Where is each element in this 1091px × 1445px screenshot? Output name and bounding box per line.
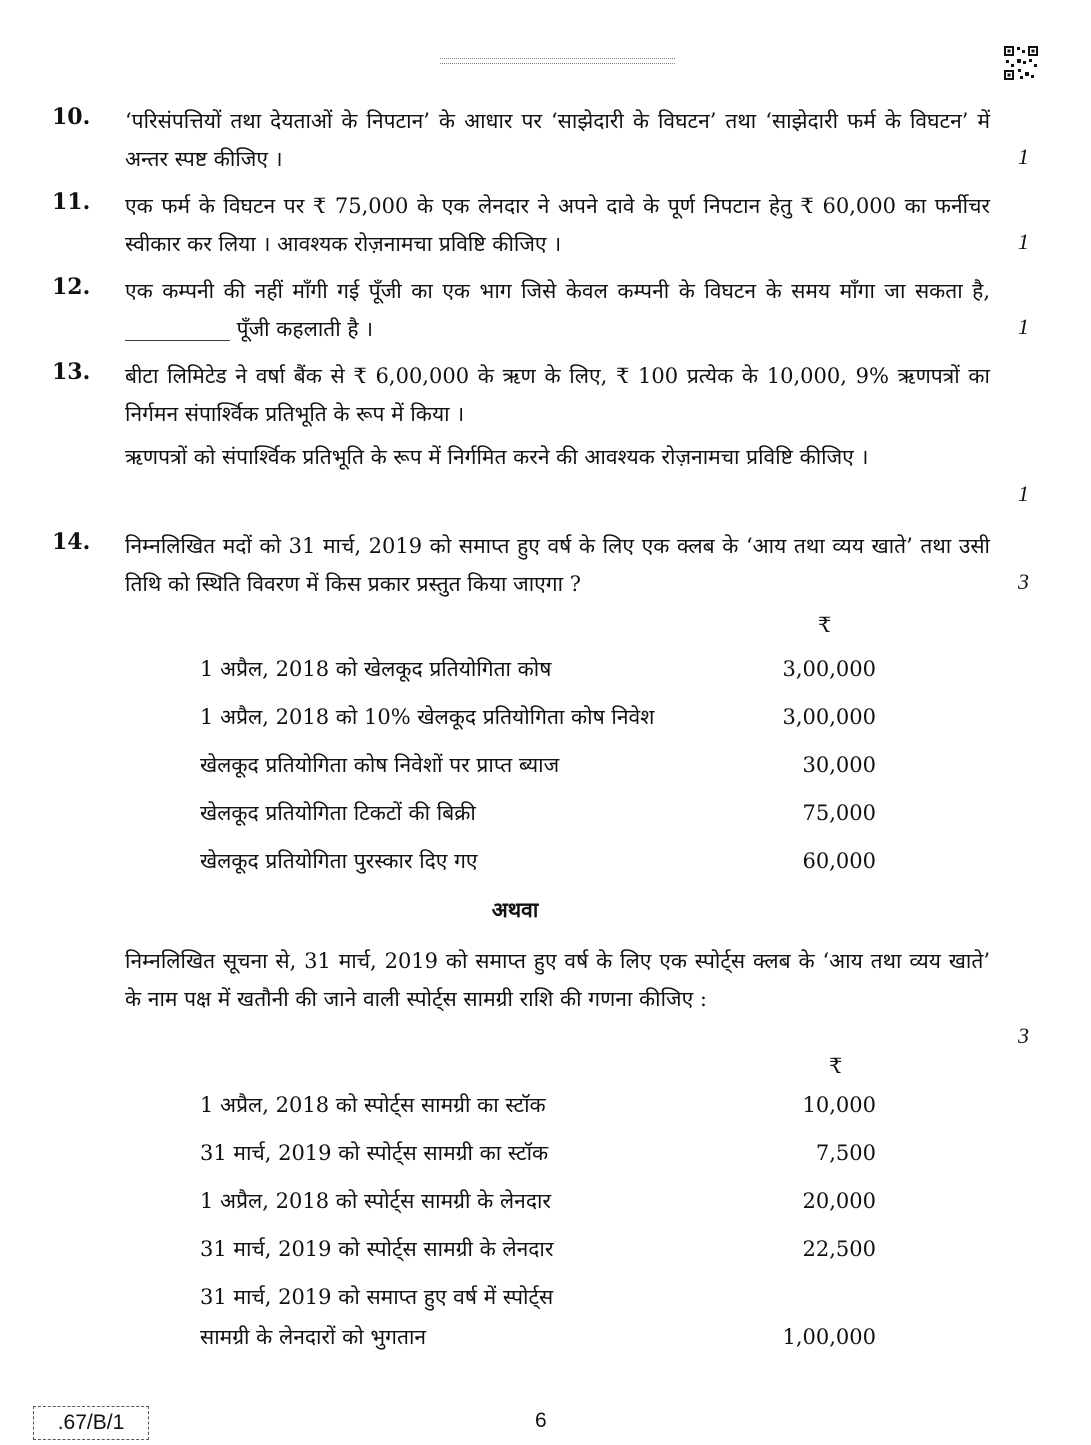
question-number: 10.: [52, 104, 91, 130]
header-rule: [440, 58, 675, 64]
item-row: [200, 745, 876, 785]
item-row: [200, 1277, 876, 1357]
item-label-continued: सामग्री के लेनदारों को भुगतान: [200, 1325, 427, 1349]
item-row: [200, 649, 876, 689]
item-amount: 3,00,000: [782, 705, 876, 729]
paper-code: .67/B/1: [33, 1406, 149, 1440]
item-row: [200, 1181, 876, 1221]
question-text: निम्नलिखित सूचना से, 31 मार्च, 2019 को समाप्त हुए वर्ष के लिए एक स्पोर्ट्स क्लब के ‘आय तथा व्यय खाते’ के नाम पक्ष में खतौनी की जाने वाली स्पोर्ट्स सामग्री राशि की गणना कीजिए :: [125, 949, 990, 1011]
question-marks: 1: [1018, 481, 1029, 506]
qr-code-icon: [1003, 45, 1039, 81]
currency-header: ₹: [818, 613, 832, 637]
item-label: खेलकूद प्रतियोगिता कोष निवेशों पर प्राप्त ब्याज: [200, 753, 560, 777]
question-marks: 1: [1018, 229, 1029, 254]
item-amount: 3,00,000: [782, 657, 876, 681]
or-separator: अथवा: [491, 897, 539, 922]
question-number: 14.: [52, 529, 91, 555]
item-amount: 7,500: [815, 1141, 876, 1165]
item-amount: 22,500: [802, 1237, 876, 1261]
question-text: एक कम्पनी की नहीं माँगी गई पूँजी का एक भाग जिसे केवल कम्पनी के विघटन के समय माँगा जा सकता है, __________ पूँजी कहलाती है ।: [125, 279, 990, 341]
item-amount: 75,000: [802, 801, 876, 825]
item-row: [200, 1085, 876, 1125]
question-number: 11.: [52, 189, 91, 215]
item-row: [200, 793, 876, 833]
item-row: [200, 1133, 876, 1173]
question-marks: 3: [1018, 569, 1029, 594]
question-text: बीटा लिमिटेड ने वर्षा बैंक से ₹ 6,00,000 के ऋण के लिए, ₹ 100 प्रत्येक के 10,000, 9% ऋणपत्रों का निर्गमन संपार्श्विक प्रतिभूति के रूप में किया ।: [125, 364, 990, 426]
item-amount: 20,000: [802, 1189, 876, 1213]
currency-header: ₹: [829, 1054, 843, 1078]
item-label: 31 मार्च, 2019 को स्पोर्ट्स सामग्री का स्टॉक: [200, 1141, 549, 1165]
page-number: 6: [535, 1409, 547, 1432]
question-number: 13.: [52, 359, 91, 385]
question-number: 12.: [52, 274, 91, 300]
item-row: [200, 841, 876, 881]
item-amount: 1,00,000: [782, 1325, 876, 1349]
item-row: [200, 1229, 876, 1269]
question-marks: 1: [1018, 144, 1029, 169]
item-label: 31 मार्च, 2019 को समाप्त हुए वर्ष में स्पोर्ट्स: [200, 1285, 554, 1309]
question-marks: 3: [1018, 1023, 1029, 1048]
item-amount: 10,000: [802, 1093, 876, 1117]
question-text: एक फर्म के विघटन पर ₹ 75,000 के एक लेनदार ने अपने दावे के पूर्ण निपटान हेतु ₹ 60,000 का फर्नीचर स्वीकार कर लिया । आवश्यक रोज़नामचा प्रविष्टि कीजिए ।: [125, 194, 990, 256]
question-text: निम्नलिखित मदों को 31 मार्च, 2019 को समाप्त हुए वर्ष के लिए एक क्लब के ‘आय तथा व्यय खाते’ तथा उसी तिथि को स्थिति विवरण में किस प्रकार प्रस्तुत किया जाएगा ?: [125, 534, 990, 596]
item-amount: 30,000: [802, 753, 876, 777]
question-marks: 1: [1018, 314, 1029, 339]
item-label: 1 अप्रैल, 2018 को 10% खेलकूद प्रतियोगिता कोष निवेश: [200, 705, 655, 729]
item-label: 1 अप्रैल, 2018 को स्पोर्ट्स सामग्री के लेनदार: [200, 1189, 551, 1213]
item-label: 1 अप्रैल, 2018 को खेलकूद प्रतियोगिता कोष: [200, 657, 552, 681]
question-text-continued: ऋणपत्रों को संपार्श्विक प्रतिभूति के रूप में निर्गमित करने की आवश्यक रोज़नामचा प्रविष्टि कीजिए ।: [125, 445, 869, 469]
item-row: [200, 697, 876, 737]
question-text: ‘परिसंपत्तियों तथा देयताओं के निपटान’ के आधार पर ‘साझेदारी के विघटन’ तथा ‘साझेदारी फर्म के विघटन’ में अन्तर स्पष्ट कीजिए ।: [125, 109, 990, 171]
item-label: 1 अप्रैल, 2018 को स्पोर्ट्स सामग्री का स्टॉक: [200, 1093, 546, 1117]
item-label: खेलकूद प्रतियोगिता टिकटों की बिक्री: [200, 801, 476, 825]
item-label: 31 मार्च, 2019 को स्पोर्ट्स सामग्री के लेनदार: [200, 1237, 554, 1261]
item-label: खेलकूद प्रतियोगिता पुरस्कार दिए गए: [200, 849, 478, 873]
item-amount: 60,000: [802, 849, 876, 873]
